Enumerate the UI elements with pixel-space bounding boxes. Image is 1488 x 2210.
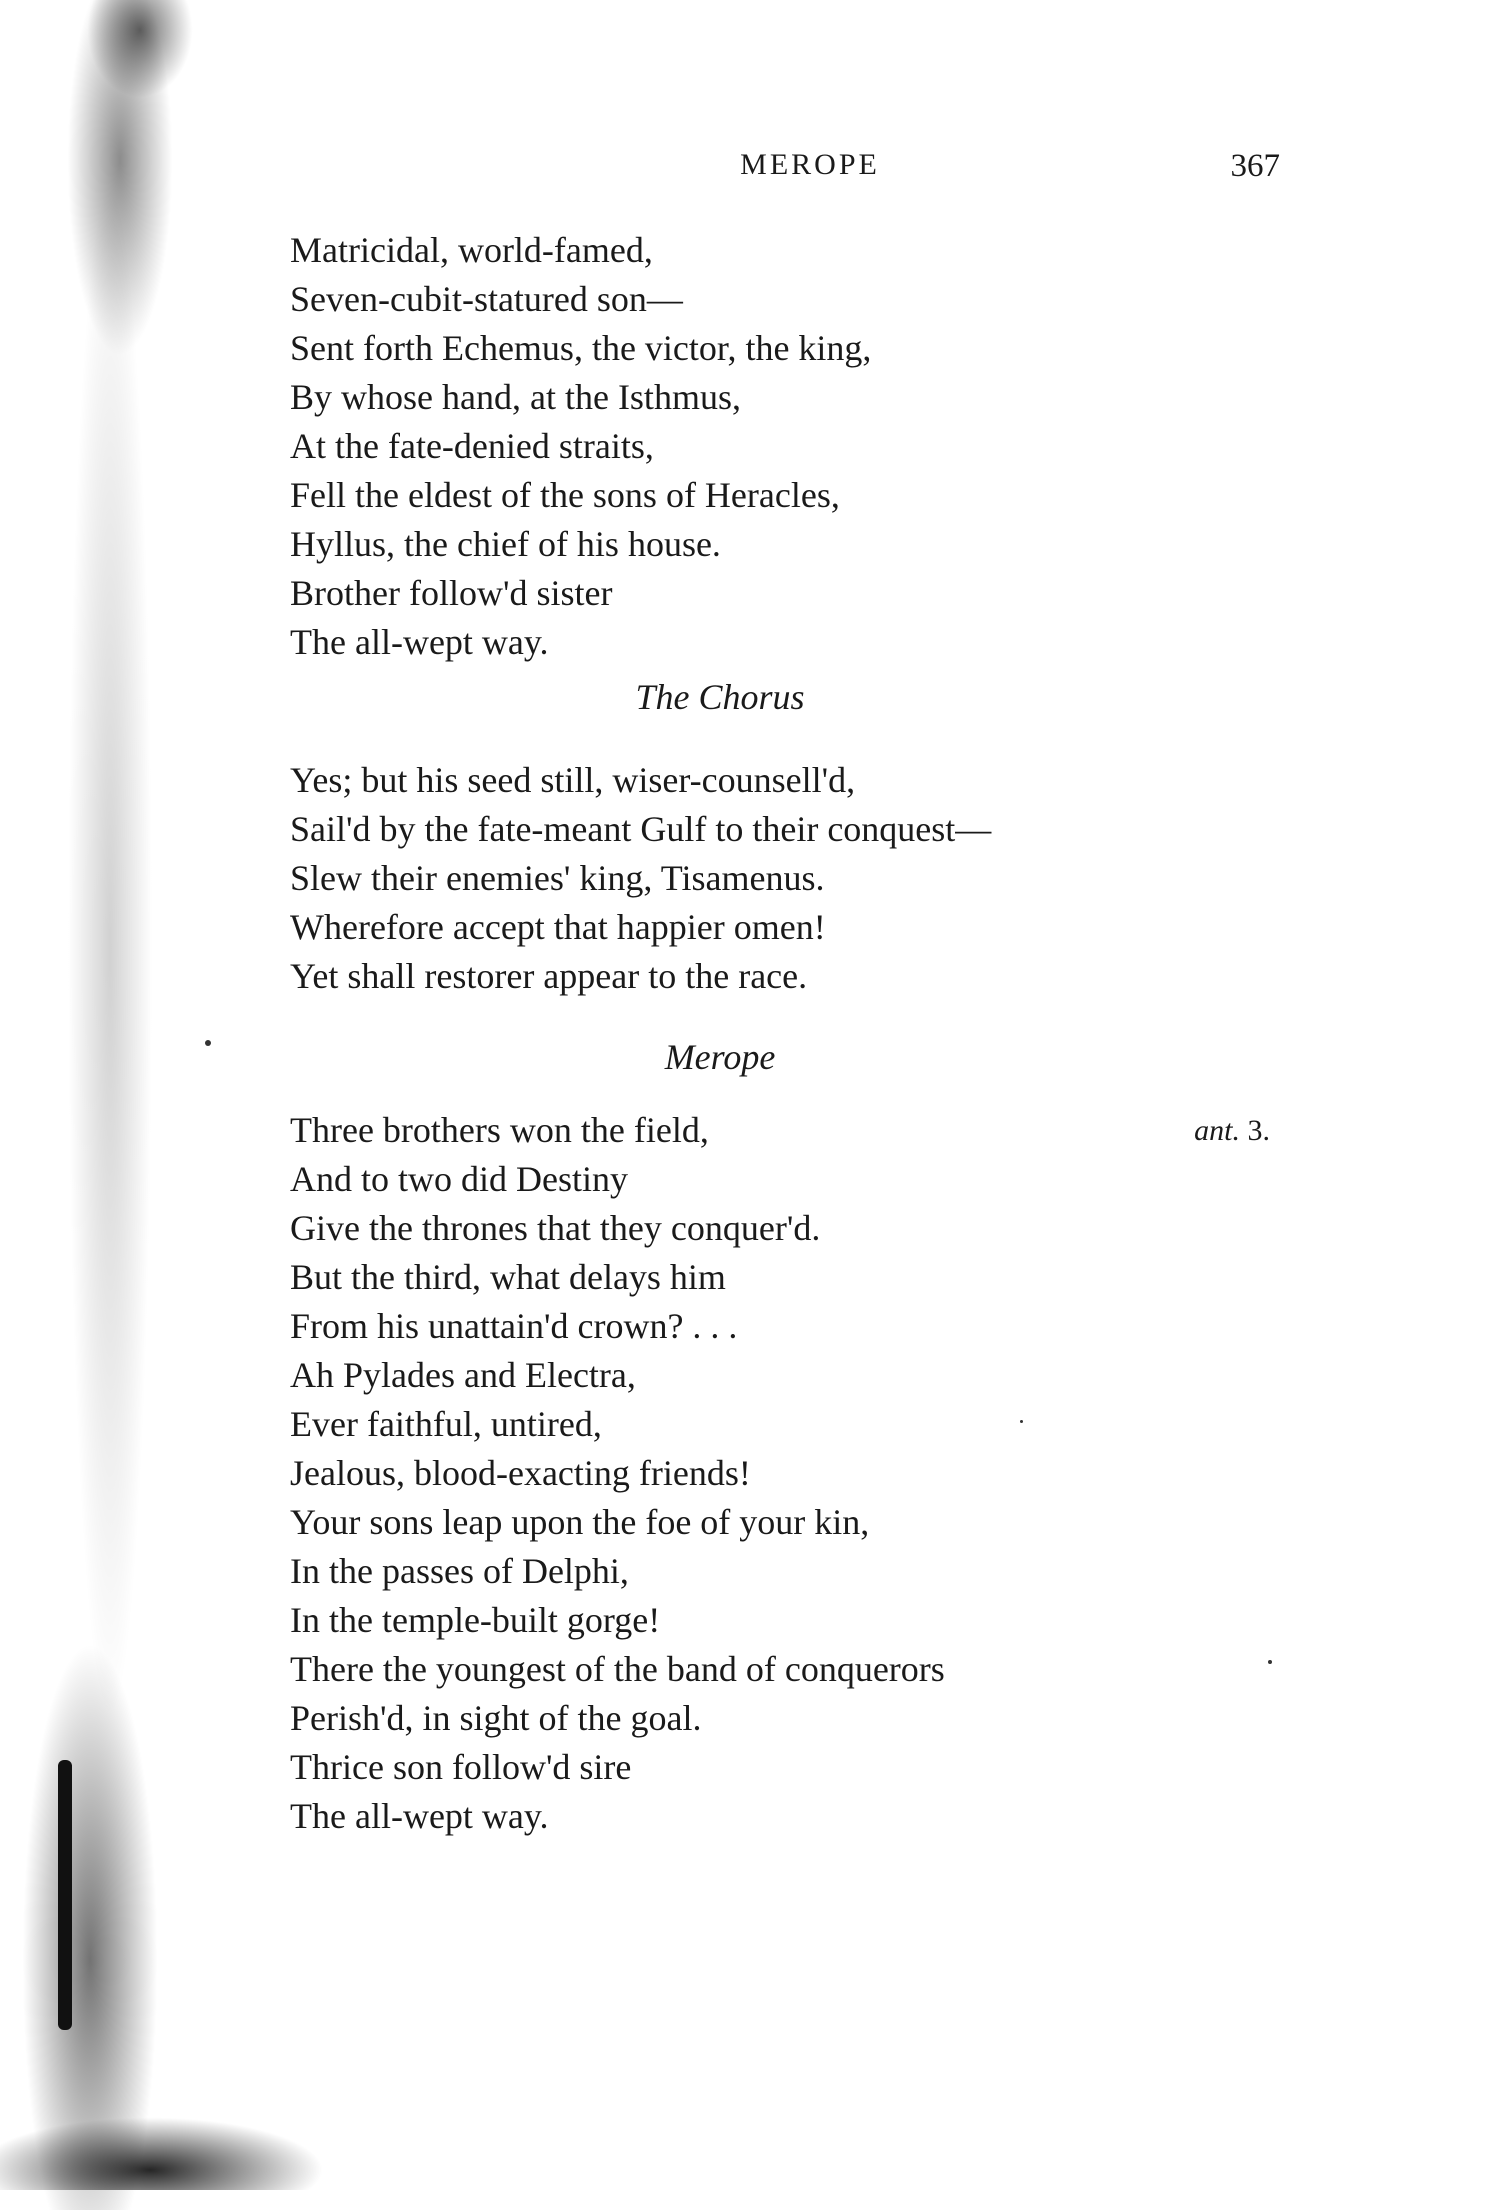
- verse-line: Seven-cubit-statured son—: [290, 279, 683, 319]
- verse-line: Yes; but his seed still, wiser-counsell'd,: [290, 760, 856, 800]
- page-number: 367: [1230, 148, 1280, 184]
- verse-line: Ah Pylades and Electra,: [290, 1355, 636, 1395]
- stanza-2: [290, 756, 991, 1001]
- verse-line: There the youngest of the band of conquerors: [290, 1649, 945, 1689]
- verse-line: Wherefore accept that happier omen!: [290, 907, 826, 947]
- binding-shadow-foot: [0, 2050, 440, 2190]
- antistrophe-marker: [1160, 1114, 1270, 1148]
- antistrophe-abbrev: ant.: [1194, 1114, 1240, 1147]
- verse-line: Fell the eldest of the sons of Heracles,: [290, 475, 840, 515]
- verse-line: From his unattain'd crown? . . .: [290, 1306, 738, 1346]
- binding-shadow-bar: [58, 1760, 72, 2030]
- verse-line: Give the thrones that they conquer'd.: [290, 1208, 821, 1248]
- verse-line: The all-wept way.: [290, 622, 549, 662]
- speaker-heading-merope: Merope: [664, 1037, 776, 1077]
- ink-speck: [1020, 1420, 1023, 1423]
- verse-line: Ever faithful, untired,: [290, 1404, 602, 1444]
- verse-line: Thrice son follow'd sire: [290, 1747, 632, 1787]
- binding-shadow: [0, 0, 220, 2210]
- ink-speck: [1268, 1660, 1272, 1664]
- verse-line: Matricidal, world-famed,: [290, 230, 653, 270]
- verse-line: Jealous, blood-exacting friends!: [290, 1453, 751, 1493]
- speaker-heading-chorus: The Chorus: [635, 677, 805, 717]
- verse-line: Perish'd, in sight of the goal.: [290, 1698, 702, 1738]
- running-head: MEROPE: [740, 148, 880, 181]
- verse-line: The all-wept way.: [290, 1796, 549, 1836]
- verse-line: But the third, what delays him: [290, 1257, 726, 1297]
- verse-line: Hyllus, the chief of his house.: [290, 524, 721, 564]
- verse-line: By whose hand, at the Isthmus,: [290, 377, 741, 417]
- verse-line: Brother follow'd sister: [290, 573, 613, 613]
- verse-line: Sent forth Echemus, the victor, the king,: [290, 328, 872, 368]
- antistrophe-number: 3.: [1247, 1114, 1270, 1147]
- verse-line: At the fate-denied straits,: [290, 426, 654, 466]
- stanza-3: [290, 1106, 945, 1841]
- binding-shadow-top: [40, 0, 200, 130]
- verse-line: Slew their enemies' king, Tisamenus.: [290, 858, 825, 898]
- verse-line: Sail'd by the fate-meant Gulf to their conquest—: [290, 809, 992, 849]
- verse-line: In the passes of Delphi,: [290, 1551, 629, 1591]
- verse-line: In the temple-built gorge!: [290, 1600, 661, 1640]
- verse-line: And to two did Destiny: [290, 1159, 628, 1199]
- ink-speck: [205, 1040, 211, 1046]
- verse-line: Yet shall restorer appear to the race.: [290, 956, 808, 996]
- stanza-1: [290, 226, 871, 667]
- verse-line: Your sons leap upon the foe of your kin,: [290, 1502, 870, 1542]
- verse-line: Three brothers won the field,: [290, 1110, 709, 1150]
